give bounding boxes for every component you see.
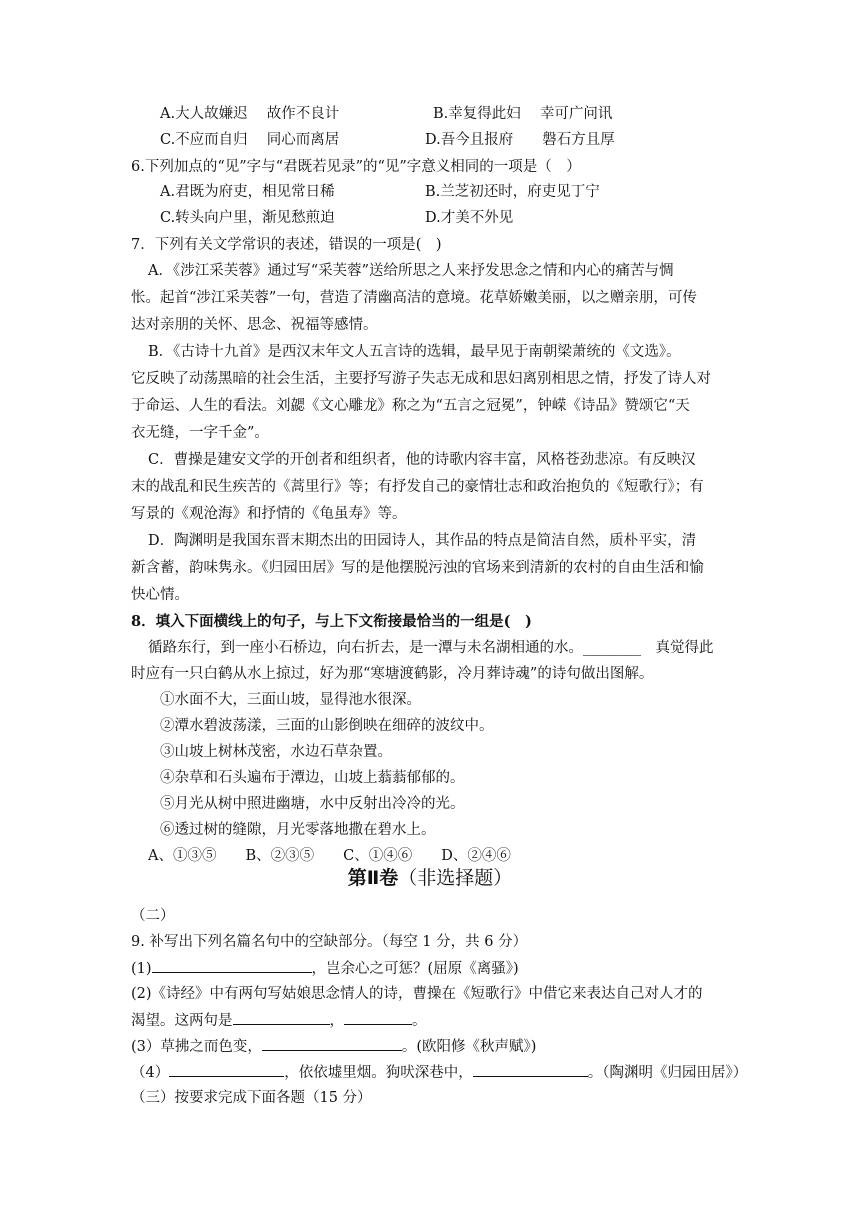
q6-option-c: C.转头向户里，渐见愁煎迫 [160, 210, 335, 226]
part-two-heading: （二） [131, 908, 175, 924]
q9-4-blank-1[interactable] [169, 1062, 284, 1077]
q8-choices: A、①③⑤ B、②③⑤ C、①④⑥ D、②④⑥ [148, 848, 511, 864]
q7-a-line2: 怅。起首“涉江采芙蓉”一句，营造了清幽高洁的意境。花草娇嫩美丽，以之赠亲朋，可传 [131, 290, 697, 306]
q9-1-blank[interactable] [152, 958, 312, 973]
q8-item-3: ③山坡上树林茂密，水边石草杂置。 [160, 744, 392, 760]
q9-stem: 9. 补写出下列名篇名句中的空缺部分。（每空 1 分，共 6 分） [131, 934, 528, 950]
q5-option-d: D.吾今且报府 磐石方且厚 [425, 132, 615, 148]
q9-2-blank-1[interactable] [233, 1010, 330, 1025]
q7-d-line1: D．陶渊明是我国东晋末期杰出的田园诗人，其作品的特点是简洁自然，质朴平实，清 [148, 533, 697, 549]
q6-option-b: B.兰芝初还时，府吏见丁宁 [425, 184, 600, 200]
q5-option-c: C.不应而自归 同心而离居 [160, 132, 340, 148]
q9-1-suffix: ，岂余心之可惩？(屈原《离骚》) [311, 961, 519, 977]
section-title [0, 866, 860, 890]
q8-item-4: ④杂草和石头遍布于潭边，山坡上蓊蓊郁郁的。 [160, 770, 465, 786]
q9-3-prefix: (3）草拂之而色变， [131, 1039, 262, 1055]
q9-2-suffix: 。 [412, 1013, 427, 1029]
q9-3-blank[interactable] [262, 1036, 402, 1051]
q9-4-suffix: 。（陶渊明《归园田居》） [587, 1065, 748, 1081]
section-title-rest: （非选择题） [398, 867, 513, 889]
q8-item-5: ⑤月光从树中照进幽塘，水中反射出冷冷的光。 [160, 796, 465, 812]
part-three-heading: （三）按要求完成下面各题（15 分） [131, 1090, 372, 1106]
q7-c-line2: 末的战乱和民生疾苦的《蒿里行》等；有抒发自己的豪情壮志和政治抱负的《短歌行》；有 [131, 479, 704, 495]
q7-b-line2: 它反映了动荡黑暗的社会生活，主要抒写游子失志无成和思妇离别相思之情，抒发了诗人对 [131, 371, 711, 387]
q8-item-1: ①水面不大，三面山坡，显得池水很深。 [160, 692, 421, 708]
q9-item-2-line2 [131, 1010, 427, 1031]
q6-option-a: A.君既为府吏，相见常日稀 [160, 184, 335, 200]
q9-2-blank-2[interactable] [344, 1010, 412, 1025]
q8-item-6: ⑥透过树的缝隙，月光零落地撒在碧水上。 [160, 822, 436, 838]
q7-c-line1: C．曹操是建安文学的开创者和组织者，他的诗歌内容丰富，风格苍劲悲凉。有反映汉 [148, 452, 696, 468]
q8-passage-line2: 时应有一只白鹤从水上掠过，好为那“寒塘渡鹤影，冷月葬诗魂”的诗句做出图解。 [131, 666, 654, 682]
q8-stem: 8．填入下面横线上的句子，与上下文衔接最恰当的一组是( ) [131, 613, 532, 630]
q9-item-2-line1: (2)《诗经》中有两句写姑娘思念情人的诗，曹操在《短歌行》中借它来表达自己对人才的 [131, 986, 703, 1002]
q9-item-1 [131, 958, 519, 979]
q9-1-prefix: (1) [131, 961, 152, 977]
q6-option-d: D.才美不外见 [425, 210, 514, 226]
q7-a-line3: 达对亲朋的关怀、思念、祝福等感情。 [131, 317, 378, 333]
q5-option-a: A.大人故嫌迟 故作不良计 [160, 106, 340, 122]
q9-item-3 [131, 1036, 536, 1057]
q7-c-line3: 写景的《观沧海》和抒情的《龟虽寿》等。 [131, 506, 407, 522]
q7-b-line4: 衣无缝，一字千金”。 [131, 425, 269, 441]
q9-4-prefix: （4） [131, 1065, 170, 1081]
q9-2-prefix: 渴望。这两句是 [131, 1013, 233, 1029]
q6-stem: 6.下列加点的“见”字与“君既若见录”的“见”字意义相同的一项是（ ） [131, 159, 581, 175]
q9-3-suffix: 。(欧阳修《秋声赋》) [401, 1039, 537, 1055]
q9-item-4 [131, 1062, 747, 1083]
q9-4-mid: ，依依墟里烟。狗吠深巷中， [284, 1065, 473, 1081]
q7-b-line1: B．《古诗十九首》是西汉末年文人五言诗的选辑，最早见于南朝梁萧统的《文选》。 [148, 344, 681, 360]
q9-2-mid: ， [329, 1013, 344, 1029]
q8-passage-line1: 循路东行，到一座小石桥边，向右折去，是一潭与未名湖相通的水。________ 真觉得此 [148, 640, 714, 656]
q7-d-line2: 新含蓄，韵味隽永。《归园田居》写的是他摆脱污浊的官场来到清新的农村的自由生活和愉 [131, 560, 704, 576]
q7-d-line3: 快心情。 [131, 587, 189, 603]
q8-item-2: ②潭水碧波荡漾，三面的山影倒映在细碎的波纹中。 [160, 718, 494, 734]
section-title-bold: 第Ⅱ卷 [347, 867, 399, 889]
q7-stem: 7．下列有关文学常识的表述，错误的一项是( ) [131, 237, 442, 253]
q9-4-blank-2[interactable] [473, 1062, 588, 1077]
q5-option-b: B.幸复得此妇 幸可广问讯 [433, 106, 613, 122]
q7-b-line3: 于命运、人生的看法。刘勰《文心雕龙》称之为“五言之冠冕”，钟嵘《诗品》赞颂它“天 [131, 398, 690, 414]
q7-a-line1: A．《涉江采芙蓉》通过写“采芙蓉”送给所思之人来抒发思念之情和内心的痛苦与惆 [148, 263, 674, 279]
